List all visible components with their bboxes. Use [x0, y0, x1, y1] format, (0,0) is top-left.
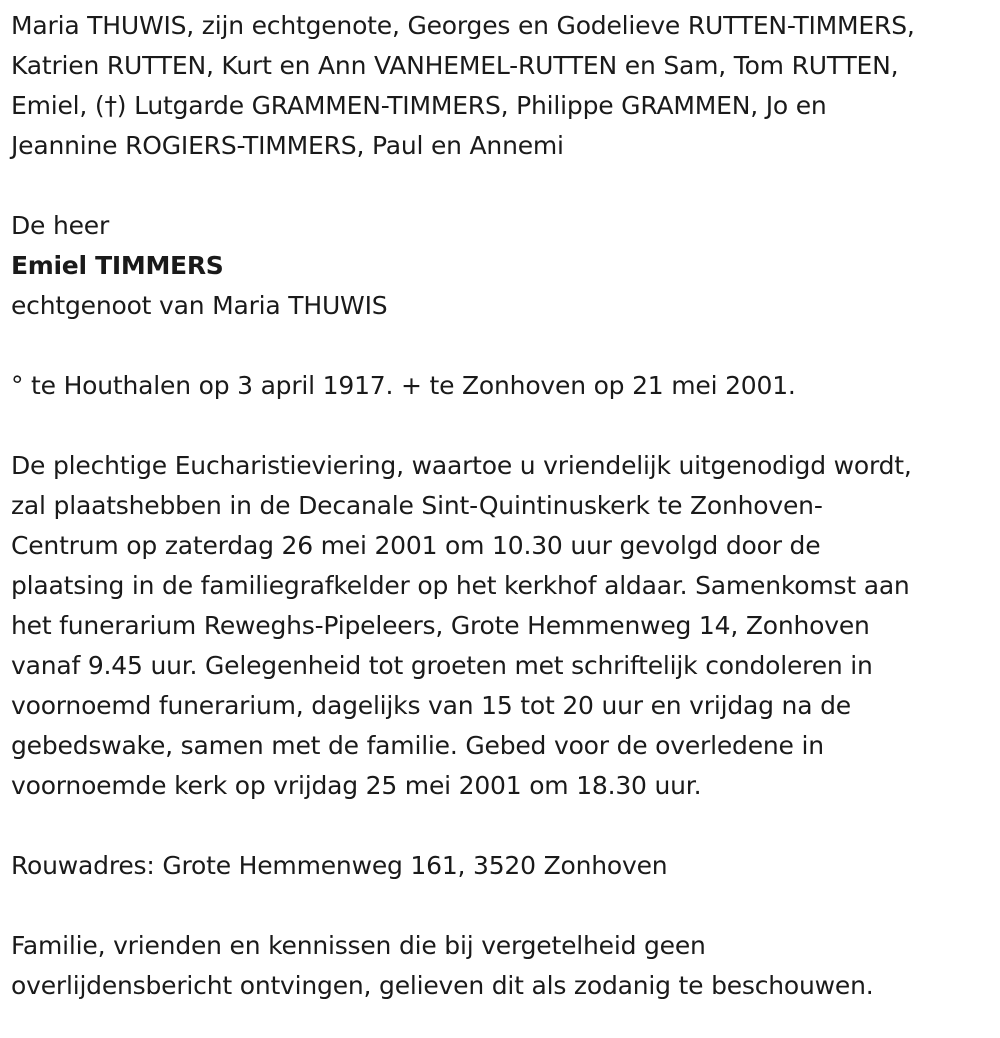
honorific: De heer: [11, 211, 110, 240]
closing-note-line: Familie, vrienden en kennissen die bij vergetelheid geen: [11, 931, 706, 960]
ceremony-line: gebedswake, samen met de familie. Gebed voor de overledene in: [11, 731, 824, 760]
family-intro-paragraph: [11, 6, 1000, 166]
mourning-address: [11, 846, 1000, 886]
ceremony-line: vanaf 9.45 uur. Gelegenheid tot groeten met schriftelijk condoleren in: [11, 651, 873, 680]
ceremony-line: zal plaatshebben in de Decanale Sint-Quintinuskerk te Zonhoven-: [11, 491, 823, 520]
dates-line: ° te Houthalen op 3 april 1917. + te Zonhoven op 21 mei 2001.: [11, 371, 796, 400]
family-intro-line: Emiel, (†) Lutgarde GRAMMEN-TIMMERS, Philippe GRAMMEN, Jo en: [11, 91, 827, 120]
family-intro-line: Jeannine ROGIERS-TIMMERS, Paul en Annemi: [11, 131, 564, 160]
family-intro-line: Katrien RUTTEN, Kurt en Ann VANHEMEL-RUTTEN en Sam, Tom RUTTEN,: [11, 51, 899, 80]
spouse-relation: echtgenoot van Maria THUWIS: [11, 291, 388, 320]
ceremony-line: voornoemde kerk op vrijdag 25 mei 2001 om 18.30 uur.: [11, 771, 702, 800]
birth-death-dates: [11, 366, 1000, 406]
ceremony-line: Centrum op zaterdag 26 mei 2001 om 10.30 uur gevolgd door de: [11, 531, 821, 560]
closing-note: [11, 926, 1000, 1006]
family-intro-line: Maria THUWIS, zijn echtgenote, Georges en Godelieve RUTTEN-TIMMERS,: [11, 11, 915, 40]
mourning-address-line: Rouwadres: Grote Hemmenweg 161, 3520 Zonhoven: [11, 851, 668, 880]
ceremony-paragraph: [11, 446, 1000, 806]
closing-note-line: overlijdensbericht ontvingen, gelieven dit als zodanig te beschouwen.: [11, 971, 874, 1000]
deceased-block: [11, 206, 1000, 326]
ceremony-line: voornoemd funerarium, dagelijks van 15 tot 20 uur en vrijdag na de: [11, 691, 851, 720]
ceremony-line: plaatsing in de familiegrafkelder op het kerkhof aldaar. Samenkomst aan: [11, 571, 910, 600]
ceremony-line: het funerarium Reweghs-Pipeleers, Grote Hemmenweg 14, Zonhoven: [11, 611, 870, 640]
ceremony-line: De plechtige Eucharistieviering, waartoe u vriendelijk uitgenodigd wordt,: [11, 451, 912, 480]
deceased-name: Emiel TIMMERS: [11, 251, 224, 280]
